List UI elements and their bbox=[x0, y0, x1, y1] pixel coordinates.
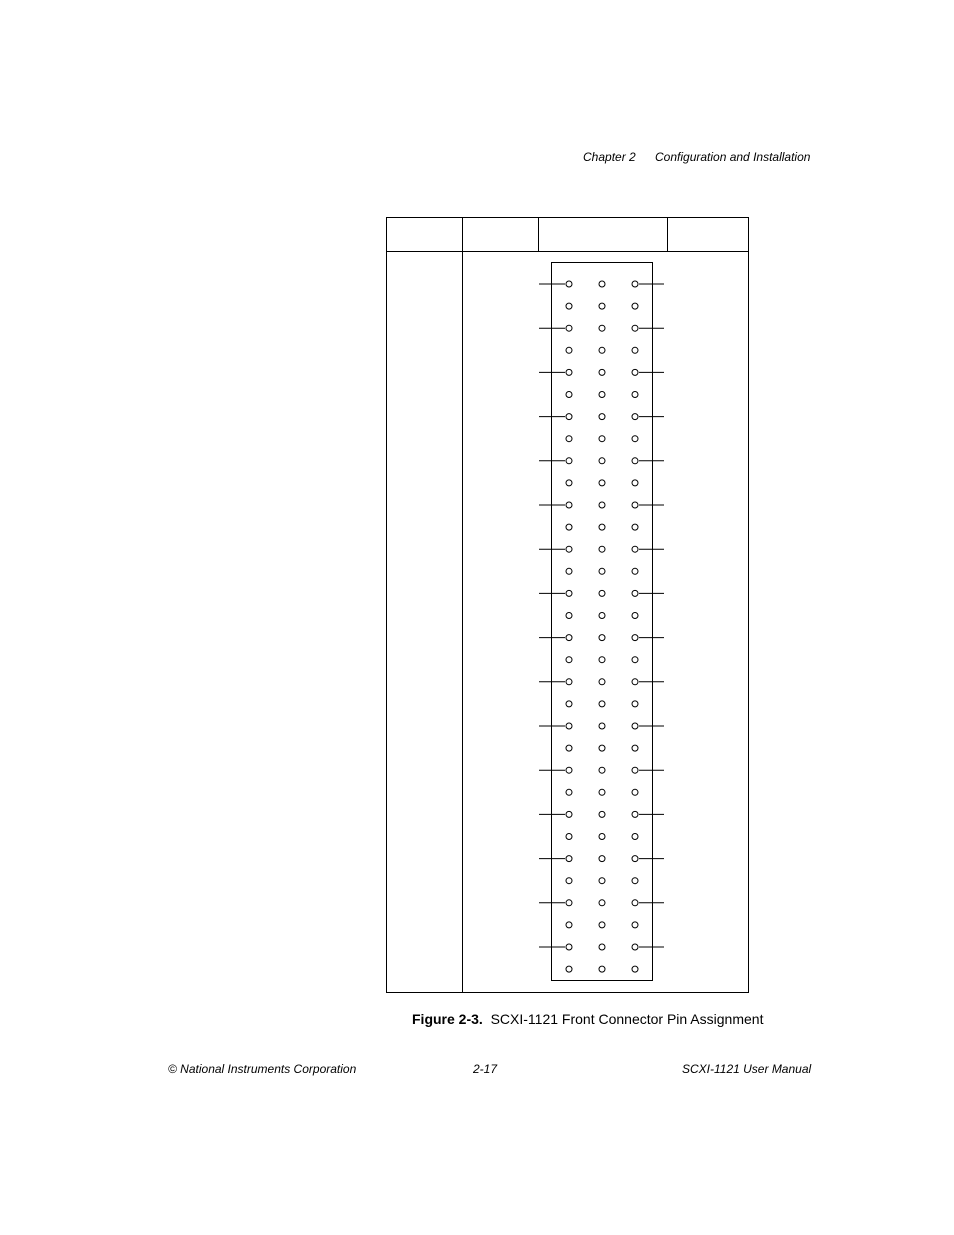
connector-pin bbox=[599, 834, 605, 840]
connector-pin bbox=[566, 701, 572, 707]
connector-pin bbox=[599, 922, 605, 928]
connector-pin bbox=[632, 613, 638, 619]
connector-pin bbox=[566, 613, 572, 619]
figure-title: SCXI-1121 Front Connector Pin Assignment bbox=[490, 1011, 764, 1027]
connector-pin bbox=[632, 524, 638, 530]
connector-pin bbox=[599, 436, 605, 442]
connector-pin bbox=[566, 657, 572, 663]
connector-pin bbox=[599, 480, 605, 486]
connector-pin bbox=[566, 524, 572, 530]
connector-pin bbox=[566, 878, 572, 884]
connector-pin bbox=[566, 568, 572, 574]
connector-pin bbox=[632, 944, 638, 950]
connector-pin bbox=[632, 347, 638, 353]
connector-pin bbox=[566, 944, 572, 950]
connector-pin bbox=[632, 701, 638, 707]
connector-pin bbox=[599, 613, 605, 619]
connector-pin bbox=[632, 303, 638, 309]
connector-pin bbox=[566, 590, 572, 596]
connector-pin bbox=[566, 347, 572, 353]
connector-pin bbox=[632, 281, 638, 287]
connector-pin bbox=[566, 546, 572, 552]
connector-pin bbox=[599, 856, 605, 862]
connector-pin bbox=[632, 392, 638, 398]
connector-pin bbox=[566, 502, 572, 508]
connector-pin bbox=[599, 281, 605, 287]
connector-pin bbox=[599, 767, 605, 773]
connector-pin bbox=[599, 590, 605, 596]
connector-pin bbox=[632, 568, 638, 574]
connector-pin bbox=[599, 944, 605, 950]
connector-pin bbox=[566, 789, 572, 795]
chapter-label: Chapter 2 bbox=[583, 150, 636, 164]
pin-assignment-diagram bbox=[385, 216, 751, 996]
connector-pin bbox=[632, 922, 638, 928]
connector-pin bbox=[566, 922, 572, 928]
connector-pin bbox=[632, 900, 638, 906]
connector-pin bbox=[599, 657, 605, 663]
figure-caption bbox=[412, 1011, 763, 1027]
connector-pin bbox=[632, 767, 638, 773]
connector-pin bbox=[632, 657, 638, 663]
figure-number: Figure 2-3. bbox=[412, 1011, 483, 1027]
connector-pins bbox=[539, 281, 664, 972]
connector-pin bbox=[599, 347, 605, 353]
connector-pin bbox=[566, 414, 572, 420]
connector-pin bbox=[599, 414, 605, 420]
connector-pin bbox=[632, 789, 638, 795]
connector-pin bbox=[632, 679, 638, 685]
connector-pin bbox=[599, 303, 605, 309]
connector-pin bbox=[599, 369, 605, 375]
connector-pin bbox=[632, 811, 638, 817]
connector-pin bbox=[632, 745, 638, 751]
section-title: Configuration and Installation bbox=[655, 150, 811, 164]
connector-pin bbox=[632, 325, 638, 331]
connector-pin bbox=[632, 458, 638, 464]
connector-pin bbox=[566, 745, 572, 751]
connector-pin bbox=[599, 745, 605, 751]
connector-pin bbox=[566, 392, 572, 398]
connector-pin bbox=[632, 414, 638, 420]
connector-pin bbox=[632, 878, 638, 884]
connector-pin bbox=[632, 723, 638, 729]
connector-pin bbox=[566, 767, 572, 773]
connector-pin bbox=[632, 480, 638, 486]
table-frame bbox=[387, 218, 749, 993]
connector-pin bbox=[566, 966, 572, 972]
connector-pin bbox=[599, 723, 605, 729]
connector-pin bbox=[632, 834, 638, 840]
connector-pin bbox=[599, 701, 605, 707]
connector-pin bbox=[599, 966, 605, 972]
connector-pin bbox=[632, 546, 638, 552]
connector-pin bbox=[566, 325, 572, 331]
connector-pin bbox=[599, 679, 605, 685]
connector-pin bbox=[599, 568, 605, 574]
connector-pin bbox=[632, 369, 638, 375]
connector-pin bbox=[599, 878, 605, 884]
connector-pin bbox=[599, 789, 605, 795]
connector-pin bbox=[599, 392, 605, 398]
connector-pin bbox=[566, 436, 572, 442]
connector-pin bbox=[566, 369, 572, 375]
connector-pin bbox=[632, 590, 638, 596]
connector-pin bbox=[599, 524, 605, 530]
connector-pin bbox=[599, 900, 605, 906]
connector-pin bbox=[632, 966, 638, 972]
connector-pin bbox=[566, 480, 572, 486]
connector-pin bbox=[599, 546, 605, 552]
connector-pin bbox=[599, 811, 605, 817]
connector-pin bbox=[632, 436, 638, 442]
connector-pin bbox=[632, 856, 638, 862]
manual-title: SCXI-1121 User Manual bbox=[682, 1062, 812, 1076]
connector-pin bbox=[566, 458, 572, 464]
connector-pin bbox=[566, 811, 572, 817]
page-number: 2-17 bbox=[473, 1062, 498, 1076]
connector-pin bbox=[599, 635, 605, 641]
connector-pin bbox=[566, 679, 572, 685]
connector-pin bbox=[566, 900, 572, 906]
connector-pin bbox=[566, 635, 572, 641]
connector-pin bbox=[566, 723, 572, 729]
connector-pin bbox=[632, 635, 638, 641]
footer-copyright: © National Instruments Corporation bbox=[168, 1062, 357, 1076]
connector-pin bbox=[599, 458, 605, 464]
connector-pin bbox=[632, 502, 638, 508]
connector-pin bbox=[566, 856, 572, 862]
connector-pin bbox=[599, 502, 605, 508]
connector-pin bbox=[566, 281, 572, 287]
connector-pin bbox=[566, 834, 572, 840]
connector-pin bbox=[566, 303, 572, 309]
connector-pin bbox=[599, 325, 605, 331]
